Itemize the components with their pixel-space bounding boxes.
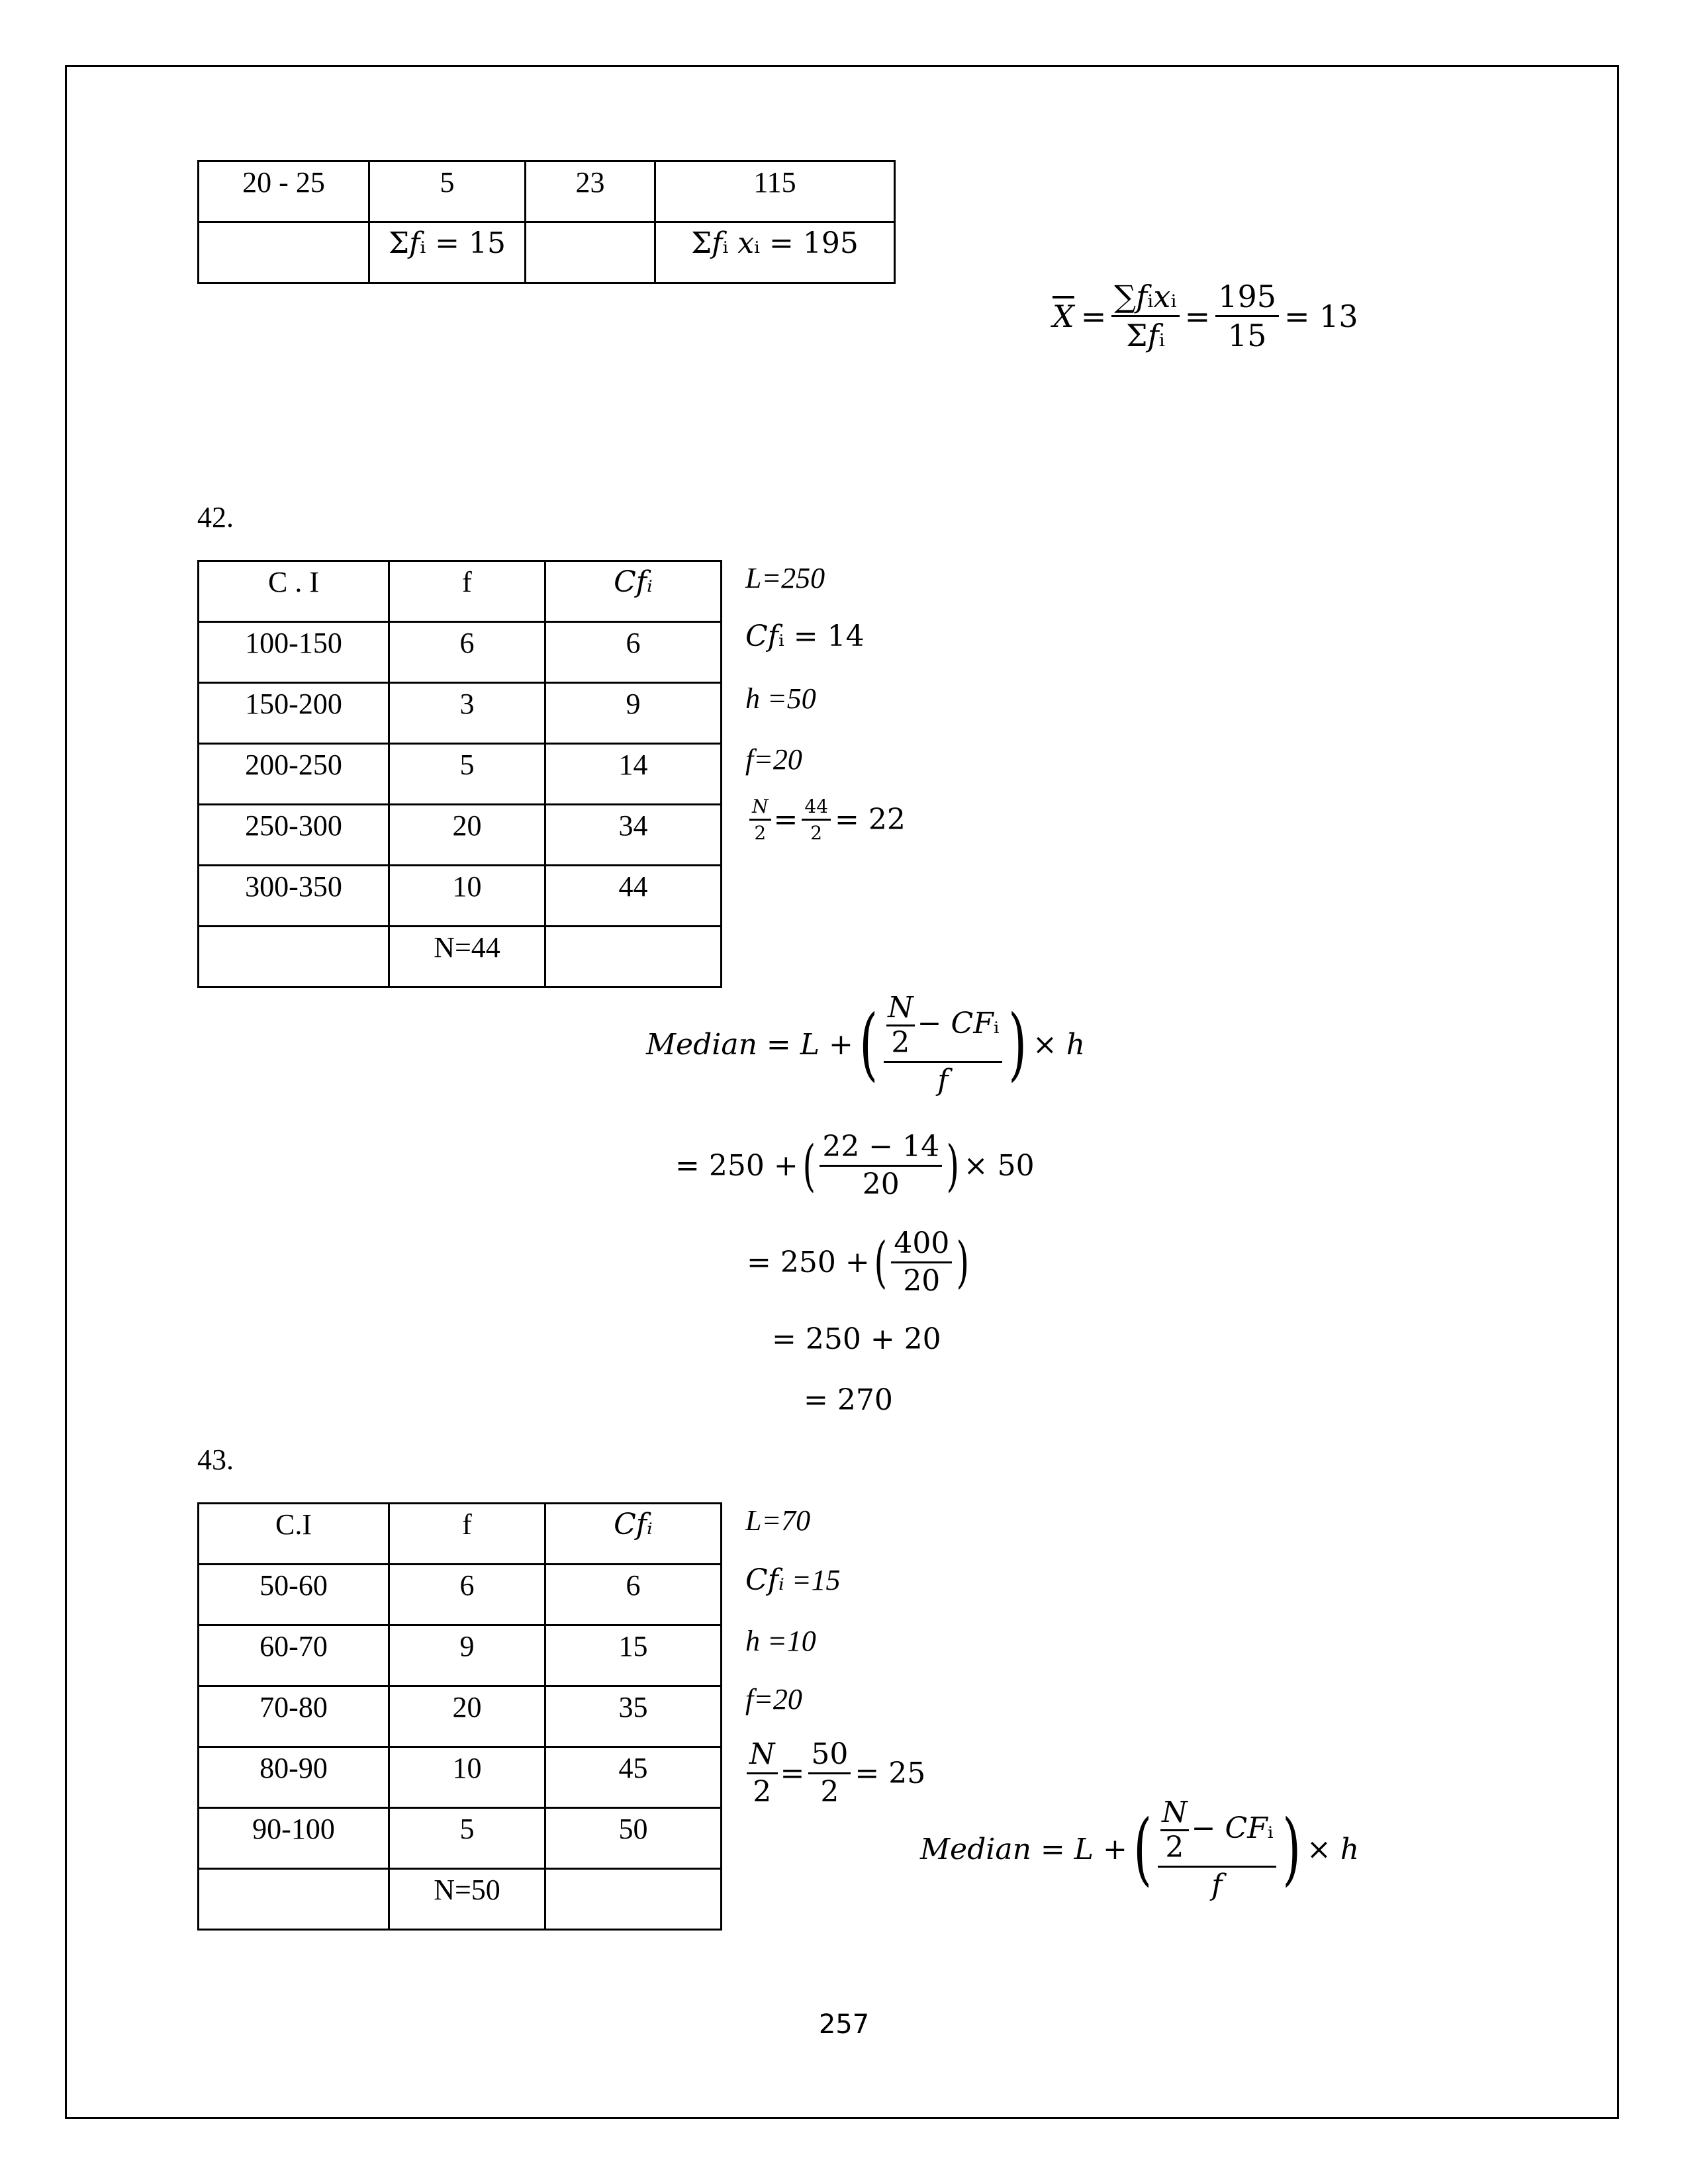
table-cell bbox=[526, 222, 655, 283]
fraction-denominator: 2 bbox=[810, 822, 823, 844]
left-paren: ( bbox=[1133, 1803, 1152, 1895]
table-cell: 23 bbox=[526, 161, 655, 222]
table-cell: N=50 bbox=[389, 1869, 545, 1930]
step-prefix: = 250 + bbox=[675, 1149, 798, 1183]
table-cell: 10 bbox=[389, 866, 545, 927]
table-cell: 9 bbox=[389, 1625, 545, 1686]
table-cell bbox=[199, 222, 369, 283]
table-cell: 250-300 bbox=[199, 805, 389, 866]
table-cell bbox=[545, 1869, 722, 1930]
table-cell: 35 bbox=[545, 1686, 722, 1747]
given-h: h =10 bbox=[745, 1625, 816, 1657]
median-formula bbox=[920, 1797, 1359, 1901]
fraction-denominator: 2 bbox=[820, 1775, 839, 1809]
table-cell: 5 bbox=[389, 744, 545, 805]
q41-table bbox=[197, 160, 896, 284]
table-cell: 200-250 bbox=[199, 744, 389, 805]
table-cell: 9 bbox=[545, 683, 722, 744]
table-cell: 50 bbox=[545, 1808, 722, 1869]
table-cell: 50-60 bbox=[199, 1565, 389, 1625]
mean-result: = 13 bbox=[1284, 298, 1358, 334]
fraction-numerator: 195 bbox=[1215, 281, 1279, 317]
fraction bbox=[1111, 281, 1179, 352]
fraction-denominator: 2 bbox=[1165, 1831, 1184, 1865]
right-paren: ) bbox=[1282, 1803, 1301, 1895]
fraction bbox=[1158, 1797, 1276, 1901]
table-cell: 90-100 bbox=[199, 1808, 389, 1869]
given-cf bbox=[745, 1563, 841, 1597]
table-row bbox=[199, 1686, 722, 1747]
median-lhs: 𝑀𝑒𝑑𝑖𝑎𝑛 = 𝐿 + bbox=[646, 1027, 853, 1062]
fraction-numerator: ∑𝑓ᵢ𝑥ᵢ bbox=[1111, 281, 1179, 317]
fraction bbox=[747, 1739, 778, 1807]
fraction-numerator: 𝑁 bbox=[1160, 1797, 1189, 1831]
table-row bbox=[199, 744, 722, 805]
question-number: 43. bbox=[197, 1443, 234, 1476]
median-step-1 bbox=[675, 1132, 1035, 1200]
column-header: f bbox=[389, 561, 545, 622]
right-paren: ) bbox=[956, 1229, 970, 1295]
question-number: 42. bbox=[197, 501, 234, 533]
table-header-row bbox=[199, 561, 722, 622]
times-h: × ℎ bbox=[1032, 1027, 1086, 1062]
table-cell: 60-70 bbox=[199, 1625, 389, 1686]
given-L: L=250 bbox=[745, 562, 825, 594]
column-header: C . I bbox=[199, 561, 389, 622]
table-cell: 6 bbox=[389, 1565, 545, 1625]
fraction-numerator bbox=[884, 993, 1002, 1063]
fraction bbox=[808, 1739, 851, 1807]
table-cell: 80-90 bbox=[199, 1747, 389, 1808]
table-cell bbox=[199, 1869, 389, 1930]
fraction-numerator: 𝑁 bbox=[747, 1739, 778, 1774]
fraction-denominator: 20 bbox=[862, 1167, 900, 1202]
left-paren: ( bbox=[859, 998, 878, 1090]
minus-cf: − 𝐶𝐹ᵢ bbox=[1191, 1811, 1274, 1846]
sum-f-cell: Σ𝑓ᵢ = 15 bbox=[369, 222, 526, 283]
table-cell: 20 bbox=[389, 805, 545, 866]
sum-fx-cell: Σ𝑓ᵢ 𝑥ᵢ = 195 bbox=[655, 222, 895, 283]
table-cell: 150-200 bbox=[199, 683, 389, 744]
step-suffix: × 50 bbox=[963, 1149, 1035, 1183]
table-header-row bbox=[199, 1504, 722, 1565]
table-row bbox=[199, 1869, 722, 1930]
table-cell: 6 bbox=[545, 622, 722, 683]
n-half-formula bbox=[747, 797, 906, 843]
fraction-denominator: Σ𝑓ᵢ bbox=[1126, 318, 1165, 354]
mean-formula bbox=[1053, 281, 1358, 352]
page-number: 257 bbox=[818, 2009, 870, 2040]
given-L: L=70 bbox=[745, 1504, 811, 1537]
fraction-denominator: 20 bbox=[903, 1264, 941, 1298]
fraction-denominator: 𝑓 bbox=[937, 1064, 949, 1098]
fraction bbox=[891, 1228, 952, 1297]
table-cell: 5 bbox=[369, 161, 526, 222]
fraction bbox=[749, 797, 771, 843]
fraction-denominator: 𝑓 bbox=[1211, 1868, 1223, 1903]
fraction-denominator: 15 bbox=[1227, 318, 1267, 354]
table-cell: 15 bbox=[545, 1625, 722, 1686]
table-cell: 300-350 bbox=[199, 866, 389, 927]
table-cell: 70-80 bbox=[199, 1686, 389, 1747]
table-cell: 45 bbox=[545, 1747, 722, 1808]
column-header: f bbox=[389, 1504, 545, 1565]
table-row bbox=[199, 222, 895, 283]
q42-table bbox=[197, 560, 722, 988]
table-cell: 115 bbox=[655, 161, 895, 222]
fraction-denominator: 2 bbox=[754, 822, 767, 844]
table-row bbox=[199, 1808, 722, 1869]
n-half-result: = 22 bbox=[835, 803, 906, 837]
left-paren: ( bbox=[874, 1229, 887, 1295]
table-cell: 44 bbox=[545, 866, 722, 927]
table-cell bbox=[545, 927, 722, 987]
table-cell: 100-150 bbox=[199, 622, 389, 683]
median-step-2 bbox=[747, 1228, 974, 1297]
cf-symbol: 𝐶𝑓ᵢ bbox=[745, 1563, 784, 1597]
table-cell: 20 - 25 bbox=[199, 161, 369, 222]
n-half-result: = 25 bbox=[855, 1756, 926, 1791]
fraction bbox=[884, 993, 1002, 1097]
given-h: h =50 bbox=[745, 682, 816, 715]
fraction bbox=[886, 993, 915, 1058]
step-prefix: = 250 + bbox=[747, 1246, 870, 1280]
right-paren: ) bbox=[946, 1132, 960, 1198]
table-cell: 14 bbox=[545, 744, 722, 805]
table-row bbox=[199, 866, 722, 927]
median-lhs: 𝑀𝑒𝑑𝑖𝑎𝑛 = 𝐿 + bbox=[920, 1832, 1127, 1866]
fraction-numerator: 400 bbox=[891, 1228, 952, 1263]
given-f: f=20 bbox=[745, 743, 802, 776]
fraction-denominator: 2 bbox=[891, 1026, 910, 1060]
q43-table bbox=[197, 1502, 722, 1931]
median-step-4: = 270 bbox=[804, 1383, 893, 1417]
given-f: f=20 bbox=[745, 1683, 802, 1715]
fraction-numerator: 22 − 14 bbox=[820, 1132, 942, 1167]
table-cell bbox=[199, 927, 389, 987]
table-cell: N=44 bbox=[389, 927, 545, 987]
table-row bbox=[199, 1747, 722, 1808]
equals-sign: = bbox=[1184, 298, 1211, 334]
cf-value: =15 bbox=[784, 1564, 841, 1596]
fraction bbox=[802, 797, 831, 843]
given-cf: 𝐶𝑓ᵢ = 14 bbox=[745, 619, 865, 653]
table-row bbox=[199, 161, 895, 222]
column-header: C.I bbox=[199, 1504, 389, 1565]
table-row bbox=[199, 805, 722, 866]
n-half-formula bbox=[744, 1739, 925, 1807]
fraction-numerator: 50 bbox=[808, 1739, 851, 1774]
fraction bbox=[1160, 1797, 1189, 1863]
table-cell: 10 bbox=[389, 1747, 545, 1808]
table-cell: 34 bbox=[545, 805, 722, 866]
table-cell: 3 bbox=[389, 683, 545, 744]
table-row bbox=[199, 1625, 722, 1686]
fraction-numerator: 𝑁 bbox=[749, 797, 771, 821]
equals-sign: = bbox=[780, 1756, 805, 1791]
median-formula bbox=[646, 993, 1085, 1097]
fraction-numerator bbox=[1158, 1797, 1276, 1868]
fraction-numerator: 44 bbox=[802, 797, 831, 821]
fraction bbox=[820, 1132, 942, 1200]
table-cell: 20 bbox=[389, 1686, 545, 1747]
equals-sign: = bbox=[1080, 298, 1107, 334]
fraction-denominator: 2 bbox=[753, 1775, 772, 1809]
column-header: 𝐶𝑓ᵢ bbox=[545, 1504, 722, 1565]
fraction-numerator: 𝑁 bbox=[886, 993, 915, 1026]
table-cell: 5 bbox=[389, 1808, 545, 1869]
minus-cf: − 𝐶𝐹ᵢ bbox=[917, 1007, 1000, 1041]
fraction bbox=[1215, 281, 1279, 352]
median-step-3: = 250 + 20 bbox=[772, 1322, 941, 1356]
right-paren: ) bbox=[1008, 998, 1027, 1090]
equals-sign: = bbox=[773, 803, 798, 837]
column-header: 𝐶𝑓ᵢ bbox=[545, 561, 722, 622]
left-paren: ( bbox=[802, 1132, 816, 1198]
table-row bbox=[199, 683, 722, 744]
times-h: × ℎ bbox=[1306, 1832, 1360, 1866]
table-row bbox=[199, 927, 722, 987]
x-bar: $\overline{X}$ bbox=[1053, 298, 1074, 334]
table-cell: 6 bbox=[545, 1565, 722, 1625]
table-row bbox=[199, 622, 722, 683]
table-row bbox=[199, 1565, 722, 1625]
table-cell: 6 bbox=[389, 622, 545, 683]
